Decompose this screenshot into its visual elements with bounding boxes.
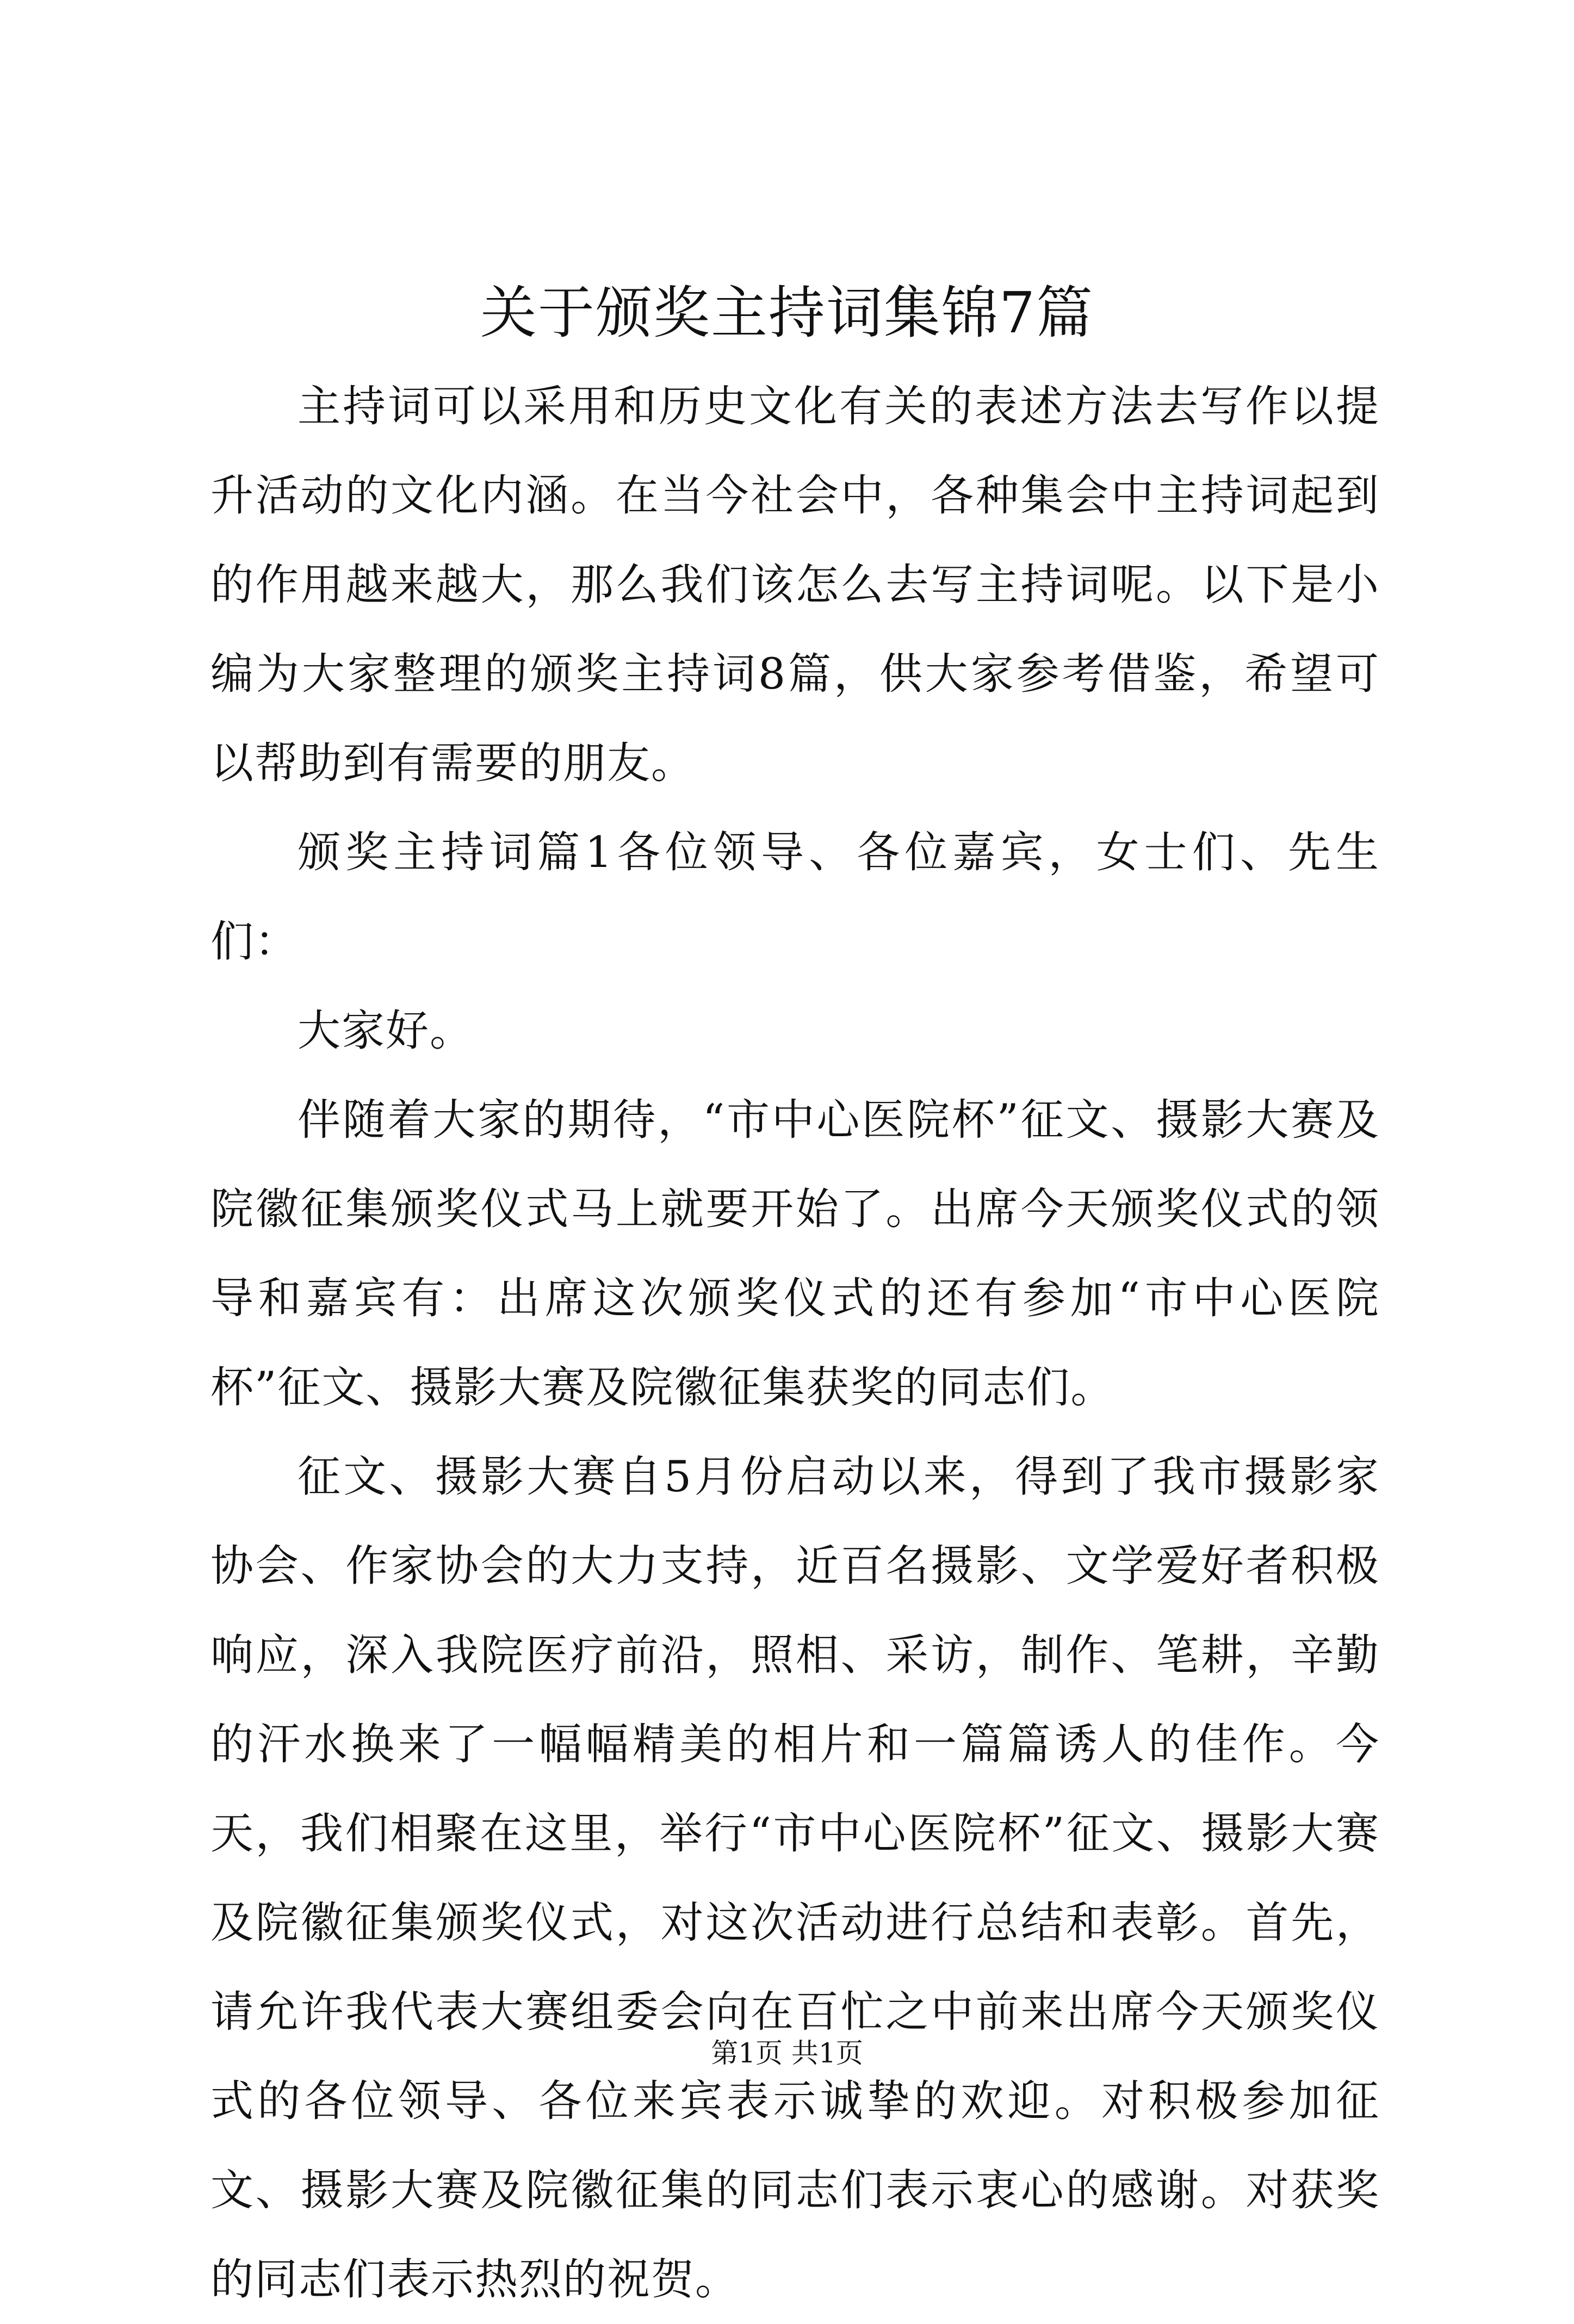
paragraph-ceremony: 伴随着大家的期待，“市中心医院杯”征文、摄影大赛及院徽征集颁奖仪式马上就要开始了。出席今天颁奖仪式的领导和嘉宾有：出席这次颁奖仪式的还有参加“市中心医院杯”征文、摄影大赛及院徽征集获奖的同志们。	[210, 1095, 1380, 1412]
document-title: 关于颁奖主持词集锦7篇	[480, 280, 1094, 346]
paragraph-intro: 主持词可以采用和历史文化有关的表述方法去写作以提升活动的文化内涵。在当今社会中，各种集会中主持词起到的作用越来越大，那么我们该怎么去写主持词呢。以下是小编为大家整理的颁奖主持词8篇，供大家参考借鉴，希望可以帮助到有需要的朋友。	[210, 381, 1380, 788]
page-footer: 第1页 共1页	[711, 2037, 863, 2069]
paragraph-greeting: 大家好。	[298, 1006, 474, 1056]
paragraph-contest: 征文、摄影大赛自5月份启动以来，得到了我市摄影家协会、作家协会的大力支持，近百名摄影、文学爱好者积极响应，深入我院医疗前沿，照相、采访，制作、笔耕，辛勤的汗水换来了一幅幅精美的相片和一篇篇诱人的佳作。今天，我们相聚在这里，举行“市中心医院杯”征文、摄影大赛及院徽征集颁奖仪式，对这次活动进行总结和表彰。首先，请允许我代表大赛组委会向在百忙之中前来出席今天颁奖仪式的各位领导、各位来宾表示诚挚的欢迎。对积极参加征文、摄影大赛及院徽征集的同志们表示衷心的感谢。对获奖的同志们表示热烈的祝贺。	[210, 1452, 1380, 2304]
paragraph-opening: 颁奖主持词篇1各位领导、各位嘉宾，女士们、先生们：	[210, 827, 1380, 966]
document-body	[210, 362, 1380, 2324]
